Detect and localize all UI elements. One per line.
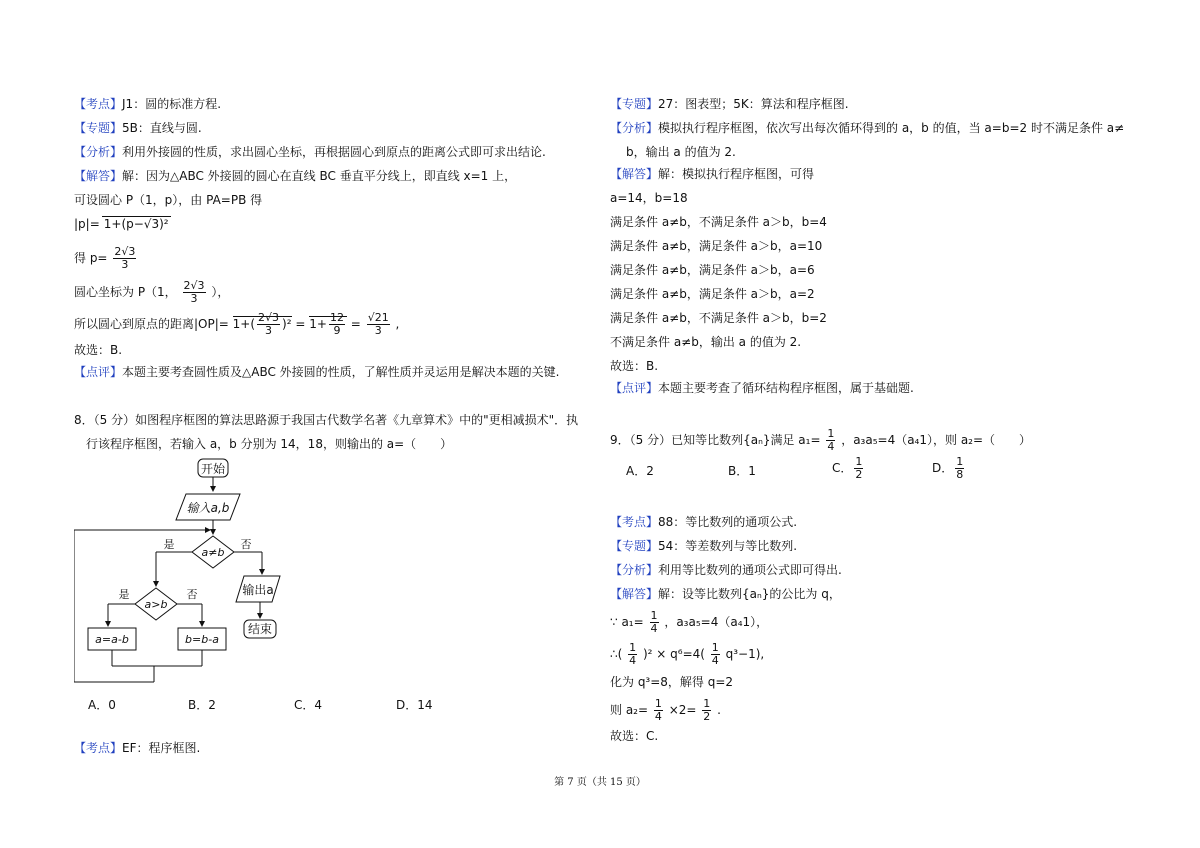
- then-line: 则 a₂= $\frac{1}{4}$ ×2= $\frac{1}{2}$ .: [610, 697, 721, 723]
- q9-option-c: C． $\frac{1}{2}$: [832, 455, 863, 481]
- q9-option-b: B．1: [728, 464, 756, 478]
- page-footer: 第 7 页（共 15 页）: [554, 777, 646, 788]
- flow-start-label: 开始: [200, 462, 226, 476]
- right-column: [610, 0, 1170, 848]
- flow-box2-label: b=b-a: [185, 633, 219, 646]
- dianping-1: 【点评】本题主要考查圆性质及△ABC 外接圆的性质，了解性质并灵运用是解决本题的关键.: [74, 365, 560, 379]
- line-abs: |p|= 1+(p−√3)²: [74, 217, 169, 231]
- flow-output-label: 输出a: [242, 583, 274, 597]
- step-2: 满足条件 a≠b，不满足条件 a＞b，b=4: [610, 215, 827, 229]
- flow-end-label: 结束: [247, 622, 273, 636]
- q8-option-c: C．4: [294, 698, 323, 712]
- flow-yes2-label: 是: [118, 588, 130, 601]
- step-6: 满足条件 a≠b，不满足条件 a＞b，b=2: [610, 311, 827, 325]
- flow-input-label: 输入a,b: [186, 501, 230, 515]
- q9-option-d: D． $\frac{1}{8}$: [932, 455, 964, 481]
- simplify-line: 化为 q³=8，解得 q=2: [610, 675, 734, 689]
- flow-no1-label: 否: [240, 538, 252, 551]
- sqrt-expr: 1+(p−√3)²: [103, 217, 169, 231]
- step-7: 不满足条件 a≠b，输出 a 的值为 2.: [610, 335, 802, 349]
- flowchart: [74, 456, 304, 688]
- kaodian-9: 【考点】88：等比数列的通项公式.: [610, 515, 798, 529]
- fenxi-8-cont: b，输出 a 的值为 2.: [626, 145, 736, 159]
- flow-cond2-label: a>b: [144, 598, 168, 611]
- therefore-line: ∴( $\frac{1}{4}$ )² × q⁶=4( $\frac{1}{4}$ q³−1),: [610, 641, 765, 667]
- kaodian-1: 【考点】J1：圆的标准方程.: [74, 97, 222, 111]
- q8-option-b: B．2: [188, 698, 216, 712]
- fenxi-9: 【分析】利用等比数列的通项公式即可得出.: [610, 563, 842, 577]
- fraction: $\frac{√21}{3}$: [367, 311, 389, 337]
- fenxi-1: 【分析】利用外接圆的性质，求出圆心坐标，再根据圆心到原点的距离公式即可求出结论.: [74, 145, 546, 159]
- fraction: $\frac{2√3}{3}$: [183, 279, 205, 305]
- step-3: 满足条件 a≠b，满足条件 a＞b，a=10: [610, 239, 823, 253]
- q8-option-d: D．14: [396, 698, 433, 712]
- zhuanti-9: 【专题】54：等差数列与等比数列.: [610, 539, 798, 553]
- dianping-8: 【点评】本题主要考查了循环结构程序框图，属于基础题.: [610, 381, 914, 395]
- question-9: 9．（5 分）已知等比数列{aₙ}满足 a₁= $\frac{1}{4}$ ，a₃a₅=4（a₄1），则 a₂=（ ）: [610, 427, 1032, 453]
- question-8-line1: 8．（5 分）如图程序框图的算法思路源于我国古代数学名著《九章算术》中的"更相减损术"．执: [74, 413, 579, 427]
- jieda-1: 【解答】解：因为△ABC 外接圆的圆心在直线 BC 垂直平分线上，即直线 x=1 上，: [74, 169, 517, 183]
- jieda-9: 【解答】解：设等比数列{aₙ}的公比为 q，: [610, 587, 841, 601]
- zhuanti-1: 【专题】5B：直线与圆.: [74, 121, 202, 135]
- line-get-p: 得 p= $\frac{2√3}{3}$: [74, 245, 136, 271]
- sqrt-expr: 1+ $\frac{12}{9}$: [309, 316, 347, 331]
- fraction: $\frac{1}{4}$: [827, 427, 835, 453]
- flow-no2-label: 否: [186, 588, 198, 601]
- step-1: a=14，b=18: [610, 191, 688, 205]
- left-column: [74, 0, 594, 848]
- zhuanti-8: 【专题】27：图表型；5K：算法和程序框图.: [610, 97, 849, 111]
- guxuan-8: 故选：B.: [610, 359, 659, 373]
- step-5: 满足条件 a≠b，满足条件 a＞b，a=2: [610, 287, 815, 301]
- q9-option-a: A．2: [626, 464, 654, 478]
- q8-option-a: A．0: [88, 698, 116, 712]
- guxuan-1: 故选：B.: [74, 343, 123, 357]
- fenxi-8: 【分析】模拟执行程序框图，依次写出每次循环得到的 a，b 的值，当 a=b=2 时不满足条件 a≠: [610, 121, 1125, 135]
- since-line: ∵ a₁= $\frac{1}{4}$ ，a₃a₅=4（a₄1），: [610, 609, 769, 635]
- line-distance: 所以圆心到原点的距离|OP|= 1+( $\frac{2√3}{3}$ )² = 1+ $\frac{12}{9}$ = $\frac{√21}{3}$ ,: [74, 311, 400, 337]
- line-center: 圆心坐标为 P（1， $\frac{2√3}{3}$ ），: [74, 279, 230, 305]
- jieda-8: 【解答】解：模拟执行程序框图，可得: [610, 167, 815, 181]
- step-4: 满足条件 a≠b，满足条件 a＞b，a=6: [610, 263, 815, 277]
- kaodian-8: 【考点】EF：程序框图.: [74, 741, 201, 755]
- flow-box1-label: a=a-b: [95, 633, 129, 646]
- fraction: $\frac{2√3}{3}$: [114, 245, 136, 271]
- flow-yes1-label: 是: [163, 538, 175, 551]
- line-p: 可设圆心 P（1，p），由 PA=PB 得: [74, 193, 263, 207]
- sqrt-expr: 1+( $\frac{2√3}{3}$ )²: [232, 311, 292, 337]
- flow-cond1-label: a≠b: [201, 546, 225, 559]
- question-8-line2: 行该程序框图，若输入 a，b 分别为 14，18，则输出的 a=（ ）: [86, 437, 453, 451]
- guxuan-9: 故选：C.: [610, 729, 659, 743]
